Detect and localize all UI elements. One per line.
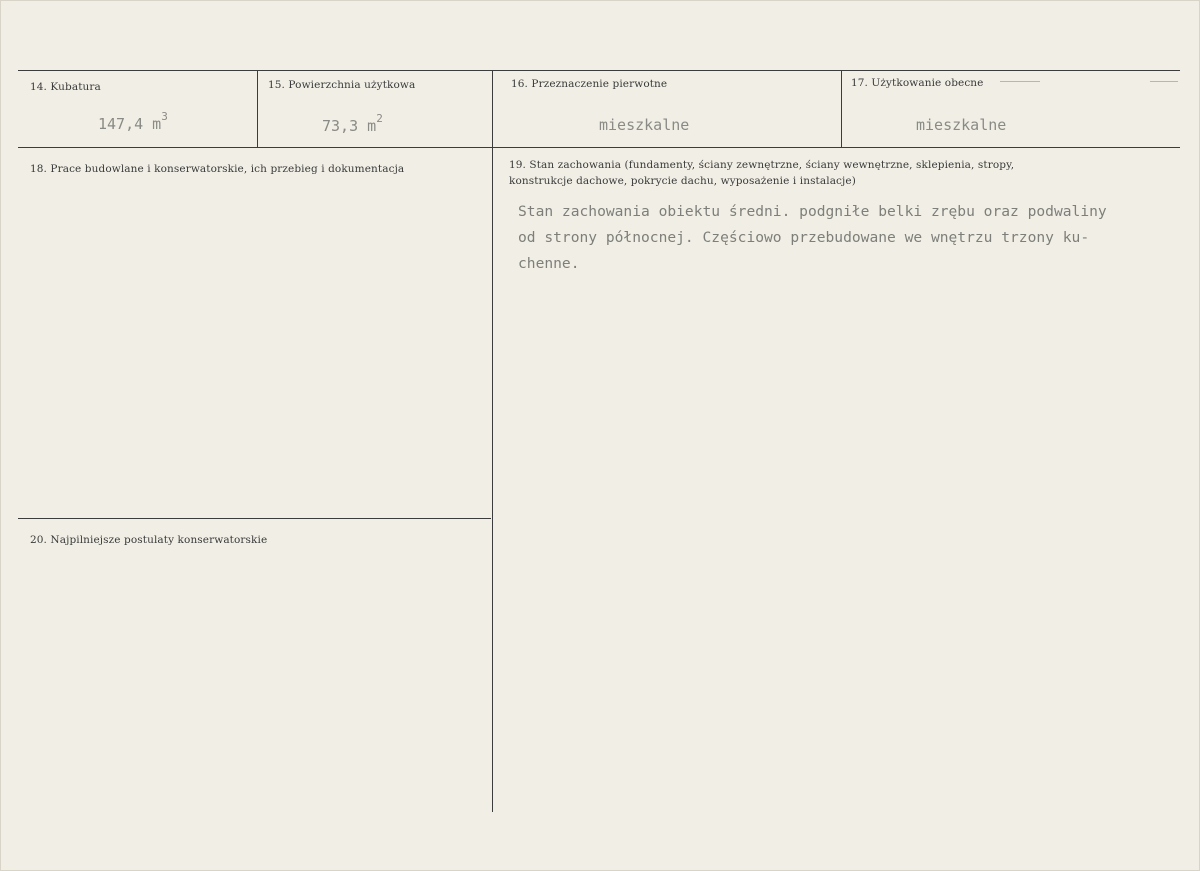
top-border-line	[18, 70, 1180, 71]
main-vertical-divider	[492, 71, 493, 812]
field-19-text	[518, 199, 1107, 277]
row1-divider-1	[257, 71, 258, 147]
field-14-value	[98, 110, 168, 133]
row1-bottom-line	[18, 147, 1180, 148]
field-14-label: 14. Kubatura	[30, 81, 101, 93]
row1-divider-3	[841, 71, 842, 147]
field-19-label-line1: 19. Stan zachowania (fundamenty, ściany zewnętrzne, ściany wewnętrzne, sklepienia, stropy,	[509, 159, 1015, 171]
field-15-label: 15. Powierzchnia użytkowa	[268, 79, 416, 91]
field-19-label-line2: konstrukcje dachowe, pokrycie dachu, wyposażenie i instalacje)	[509, 175, 856, 187]
decorative-dash	[1150, 81, 1178, 82]
field-14-value-text: 147,4 m	[98, 115, 162, 133]
field-19-text-line: od strony północnej. Częściowo przebudowane we wnętrzu trzony ku-	[518, 229, 1090, 246]
field-15-unit-exponent: 2	[376, 112, 383, 125]
field18-bottom-line	[18, 518, 491, 519]
field-17-value: mieszkalne	[916, 116, 1007, 134]
field-15-value-text: 73,3 m	[322, 117, 377, 135]
field-18-label: 18. Prace budowlane i konserwatorskie, ich przebieg i dokumentacja	[30, 163, 405, 175]
field-20-label: 20. Najpilniejsze postulaty konserwatorskie	[30, 534, 268, 546]
field-15-value	[322, 112, 383, 135]
field-17-label: 17. Użytkowanie obecne	[851, 77, 984, 89]
field-16-label: 16. Przeznaczenie pierwotne	[511, 78, 668, 90]
decorative-dash	[1000, 81, 1040, 82]
field-19-text-line: Stan zachowania obiektu średni. podgniłe belki zrębu oraz podwaliny	[518, 203, 1107, 220]
field-14-unit-exponent: 3	[161, 110, 168, 123]
field-16-value: mieszkalne	[599, 116, 690, 134]
field-19-text-line: chenne.	[518, 255, 580, 272]
